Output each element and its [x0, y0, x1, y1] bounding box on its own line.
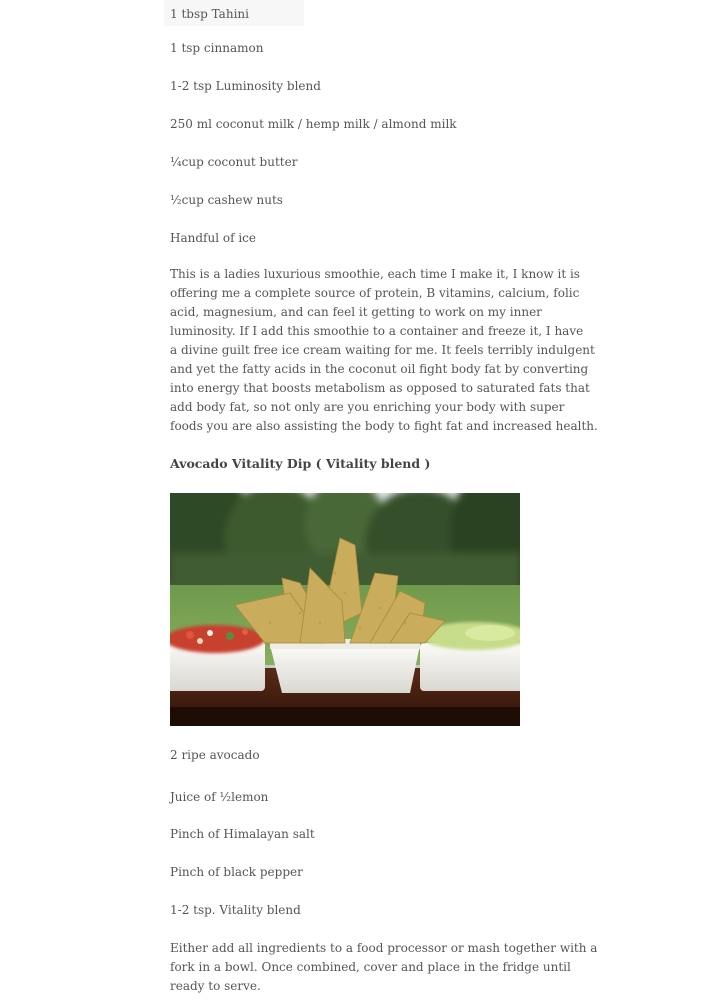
ingredient-luminosity-blend: 1-2 tsp Luminosity blend — [170, 79, 321, 93]
ingredient-tahini: 1 tbsp Tahini — [170, 7, 249, 21]
ingredient-coconut-butter: ¼cup coconut butter — [170, 155, 298, 169]
ingredient-vitality-blend: 1-2 tsp. Vitality blend — [170, 903, 301, 917]
ingredient-himalayan-salt: Pinch of Himalayan salt — [170, 827, 315, 841]
ingredient-ice: Handful of ice — [170, 231, 256, 245]
description-line: and yet the fatty acids in the coconut oil fight body fat by converting — [170, 362, 589, 376]
description-line: This is a ladies luxurious smoothie, each time I make it, I know it is — [170, 267, 580, 281]
dip-photo — [170, 493, 520, 726]
ingredient-cashew-nuts: ½cup cashew nuts — [170, 193, 283, 207]
instructions-line: Either add all ingredients to a food processor or mash together with a — [170, 941, 598, 955]
ingredient-avocado: 2 ripe avocado — [170, 748, 260, 762]
ingredient-cinnamon: 1 tsp cinnamon — [170, 41, 264, 55]
instructions-line: fork in a bowl. Once combined, cover and place in the fridge until — [170, 960, 571, 974]
instructions-line: ready to serve. — [170, 979, 261, 993]
description-line: offering me a complete source of protein, B vitamins, calcium, folic — [170, 286, 580, 300]
description-line: add body fat, so not only are you enriching your body with super — [170, 400, 565, 414]
ingredient-black-pepper: Pinch of black pepper — [170, 865, 303, 879]
description-line: acid, magnesium, and can feel it getting to work on my inner — [170, 305, 542, 319]
recipe-heading: Avocado Vitality Dip ( Vitality blend ) — [170, 456, 431, 471]
description-line: foods you are also assisting the body to fight fat and increased health. — [170, 419, 598, 433]
description-line: into energy that boosts metabolism as opposed to saturated fats that — [170, 381, 590, 395]
ingredient-milk: 250 ml coconut milk / hemp milk / almond milk — [170, 117, 457, 131]
description-line: luminosity. If I add this smoothie to a container and freeze it, I have — [170, 324, 584, 338]
ingredient-lemon-juice: Juice of ½lemon — [170, 790, 269, 804]
description-line: a divine guilt free ice cream waiting for me. It feels terribly indulgent — [170, 343, 595, 357]
